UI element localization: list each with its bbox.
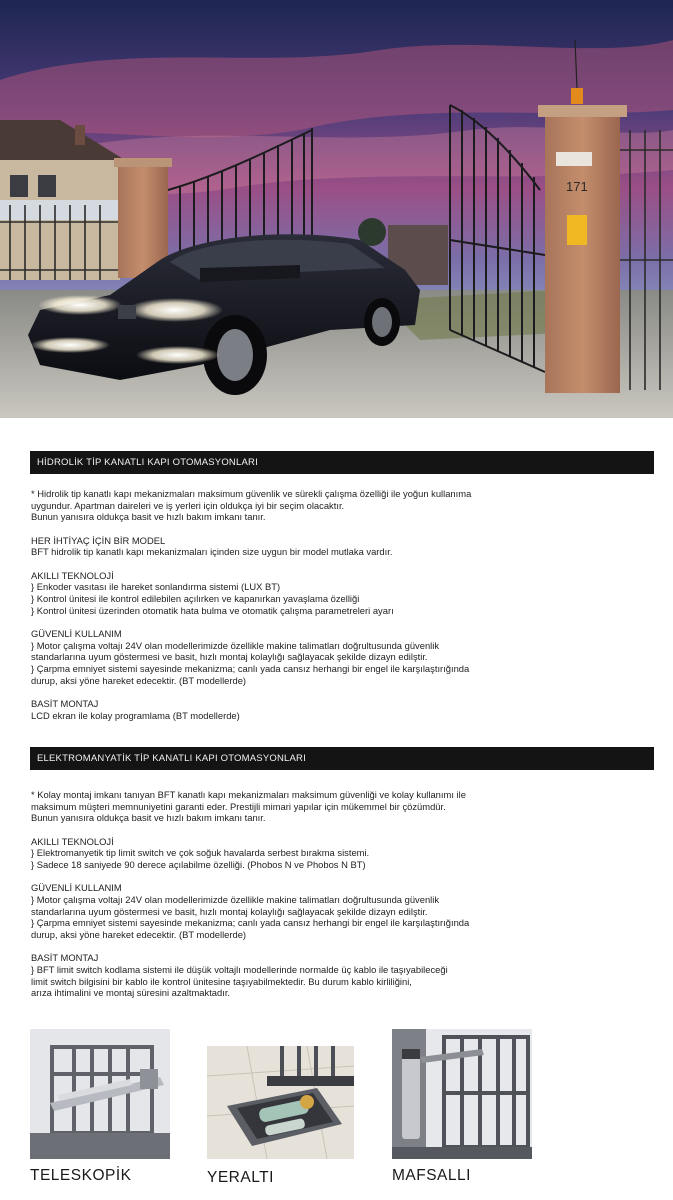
text-line: } Çarpma emniyet sistemi sayesinde mekanizma; canlı yada cansız herhangi bir engel ile karşılaştırığında	[31, 917, 470, 929]
product-image-articulated	[392, 1029, 532, 1159]
text-line: durup, aksi yöne hareket edecektir. (BT modellerde)	[31, 674, 247, 686]
product-label: TELESKOPİK	[30, 1167, 132, 1184]
product-articulated[interactable]	[392, 1029, 532, 1185]
text-block	[31, 836, 651, 871]
text-block	[31, 570, 651, 617]
text-line: } Kontrol ünitesi üzerinden otomatik hata bulma ve otomatik çalışma parametreleri ayarı	[31, 604, 394, 616]
product-label: MAFSALLI	[392, 1167, 471, 1184]
text-block	[31, 628, 651, 687]
text-block	[31, 535, 651, 558]
text-line: } Elektromanyetik tip limit switch ve çok soğuk havalarda serbest bırakma sistemi.	[31, 847, 370, 859]
text-line: } BFT limit switch kodlama sistemi ile düşük voltajlı modellerinde normalde üç kablo ile taşıyabileceği	[31, 963, 448, 975]
product-underground[interactable]	[207, 1046, 354, 1187]
text-line: standarlarına uyum göstermesi ve basit, hızlı montaj kolaylığı sağlayacak şekilde dizayn edilştir.	[31, 651, 428, 663]
text-line: } Kontrol ünitesi ile kontrol edilebilen açılırken ve kapanırkan yavaşlama özelliği	[31, 592, 360, 604]
text-block	[31, 882, 651, 941]
text-line: standarlarına uyum göstermesi ve basit, hızlı montaj kolaylığı sağlayacak şekilde dizayn edilştir.	[31, 905, 428, 917]
text-line: } Enkoder vasıtası ile hareket sonlandırma sistemi (LUX BT)	[31, 581, 281, 593]
block-heading: HER İHTİYAÇ İÇİN BİR MODEL	[31, 534, 166, 546]
text-block	[31, 698, 651, 721]
text-line: } Motor çalışma voltajı 24V olan modellerimizde özellikle makine talimatları doğrultusunda güvenlik	[31, 893, 440, 905]
hero-image	[0, 0, 673, 418]
text-line: maksimum müşteri memnuniyetini garanti eder. Prestijli mimari yapılar için mükemmel bir çözümdür.	[31, 800, 446, 812]
text-line: } Motor çalışma voltajı 24V olan modellerimizde özellikle makine talimatları doğrultusunda güvenlik	[31, 639, 440, 651]
text-line: Bunun yanısıra oldukça basit ve hızlı bakım imkanı tanır.	[31, 511, 266, 523]
text-line: limit switch bilgisini bir kablo ile kontrol ünitesine taşıyabilmektedir. Bu durum kablo kirliliğini,	[31, 975, 412, 987]
text-line: arıza ihtimalini ve montaj süresini azaltmaktadır.	[31, 987, 231, 999]
text-line: durup, aksi yöne hareket edecektir. (BT modellerde)	[31, 929, 247, 941]
section-title-electromagnetic: ELEKTROMANYATİK TİP KANATLI KAPI OTOMASYONLARI	[30, 747, 654, 770]
text-line: } Sadece 18 saniyede 90 derece açılabilme özelliği. (Phobos N ve Phobos N BT)	[31, 859, 366, 871]
section-content-hydraulic	[31, 488, 651, 733]
text-line: * Kolay montaj imkanı tanıyan BFT kanatlı kapı mekanizmaları maksimum güvenliği ve kolay kullanımı ile	[31, 789, 466, 800]
text-line: * Hidrolik tip kanatlı kapı mekanizmaları maksimum güvenlik ve sürekli çalışma özelliği ile yoğun kullanıma	[31, 488, 472, 499]
section-title-hydraulic: HİDROLİK TİP KANATLI KAPI OTOMASYONLARI	[30, 451, 654, 474]
gate-number: 171	[566, 179, 588, 194]
text-block	[31, 952, 651, 999]
product-image-underground	[207, 1046, 354, 1159]
product-label: YERALTI	[207, 1169, 274, 1186]
text-line: BFT hidrolik tip kanatlı kapı mekanizmaları içinden size uygun bir model mutlaka vardır.	[31, 546, 393, 558]
text-line: Bunun yanısıra oldukça basit ve hızlı bakım imkanı tanır.	[31, 812, 266, 824]
section-content-electromagnetic	[31, 789, 651, 1011]
block-heading: BASİT MONTAJ	[31, 952, 99, 964]
text-line: } Çarpma emniyet sistemi sayesinde mekanizma; canlı yada cansız herhangi bir engel ile karşılaştırığında	[31, 662, 470, 674]
product-image-telescopic	[30, 1029, 170, 1159]
block-heading: BASİT MONTAJ	[31, 697, 99, 709]
block-heading: GÜVENLİ KULLANIM	[31, 627, 122, 639]
text-line: LCD ekran ile kolay programlama (BT modellerde)	[31, 709, 240, 721]
block-heading: AKILLI TEKNOLOJİ	[31, 835, 114, 847]
block-heading: GÜVENLİ KULLANIM	[31, 882, 122, 894]
text-block	[31, 789, 651, 824]
text-line: uygundur. Apartman daireleri ve iş yerleri için oldukça iyi bir seçim olacaktır.	[31, 499, 345, 511]
text-block	[31, 488, 651, 523]
product-telescopic[interactable]	[30, 1029, 170, 1185]
block-heading: AKILLI TEKNOLOJİ	[31, 569, 114, 581]
